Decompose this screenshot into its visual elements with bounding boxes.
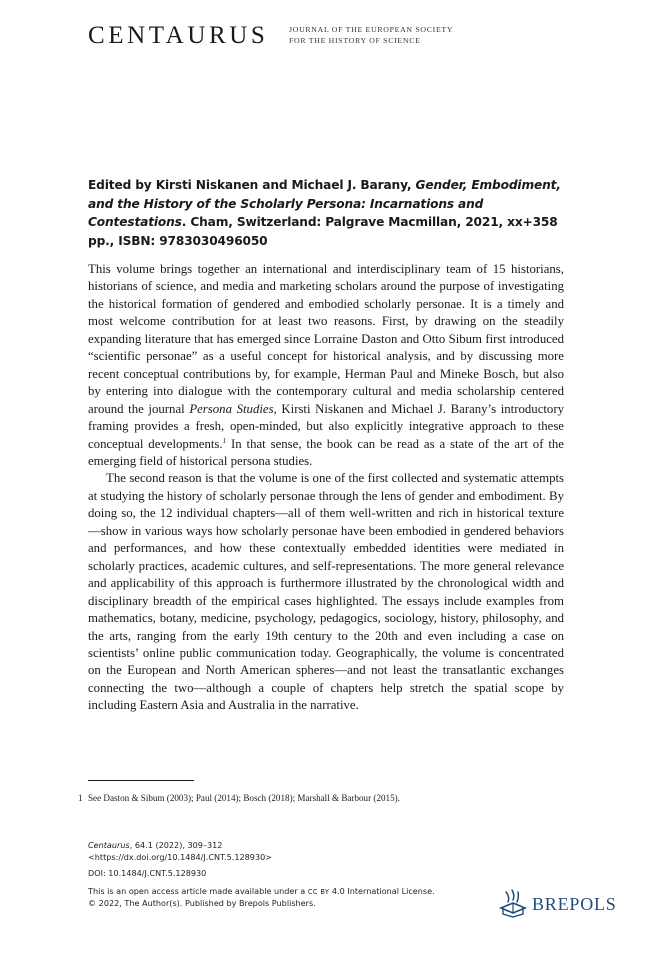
brepols-emblem-icon: [498, 888, 528, 918]
license-line: [88, 886, 508, 899]
paragraph-1: [88, 261, 564, 470]
footnote: [78, 793, 568, 803]
review-body: [88, 261, 564, 715]
journal-subtitle-line2: FOR THE HISTORY OF SCIENCE: [289, 35, 421, 45]
license-prefix: This is an open access article made available under a: [88, 885, 308, 896]
meta-journal: Centaurus: [88, 840, 130, 850]
footnote-ref[interactable]: 1: [222, 436, 227, 445]
paragraph-2: The second reason is that the volume is one of the first collected and systematic attempts at studying the history of scholarly personae through the lens of gender and embodiment. By doing so, the 12 individual chapters—all of them well-written and rich in historical texture—show in various ways how scholarly personae have been embodied in gendered behaviors and performances, and how these contextually embedded identities were mediated in scholarly practices, academic cultures, and self-representations. The more general relevance and applicability of this approach is furthermore illustrated by the chronological width and disciplinary breadth of the empirical cases highlighted. The essays include examples from mathematics, botany, medicine, psychology, pedagogics, sociology, history, philosophy, and the arts, ranging from the early 19th century to the 20th and even including a case on scientists’ online public communication today. Geographically, the volume is concentrated on the European and North American spheres—and not least the transatlantic exchanges connecting the two—although a couple of chapters help stretch the spatial scope by including Eastern Asia and Australia in the narrative.: [88, 471, 564, 713]
review-book-title: Gender, Embodiment, and the History of the Scholarly Persona: Incarnations and Contestations: [88, 178, 561, 229]
license-cc[interactable]: CC BY: [307, 887, 330, 896]
review-editors: Edited by Kirsti Niskanen and Michael J. Barany,: [88, 178, 416, 192]
footnote-divider: [88, 780, 194, 781]
review-heading: [88, 176, 568, 250]
journal-reference: Persona Studies: [189, 401, 274, 416]
doi-url[interactable]: <https://dx.doi.org/10.1484/J.CNT.5.128930>: [88, 851, 273, 862]
publisher-name: BREPOLS: [532, 894, 617, 914]
footnote-number: 1: [78, 793, 83, 803]
copyright-line: © 2022, The Author(s). Published by Brepols Publishers.: [88, 898, 316, 909]
doi-line: DOI: 10.1484/J.CNT.5.128930: [88, 868, 207, 879]
meta-citation: , 64.1 (2022), 309–312: [129, 840, 223, 850]
journal-name: CENTAURUS: [88, 22, 269, 49]
paragraph-1-part-c: In that sense, the book can be read as a state of the art of the emerging field of historical persona studies.: [88, 436, 564, 468]
journal-subtitle: [289, 25, 519, 46]
footnote-text: See Daston & Sibum (2003); Paul (2014); Bosch (2018); Marshall & Barbour (2015).: [88, 793, 400, 803]
paragraph-1-part-b: , Kirsti Niskanen and Michael J. Barany’s introductory framing provides a fresh, open-minded, but also explicitly integrative approach to these conceptual developments.: [88, 401, 564, 451]
citation-line: [88, 840, 508, 852]
review-publication-info: . Cham, Switzerland: Palgrave Macmillan, 2021, xx+358 pp., ISBN: 9783030496050: [88, 215, 558, 248]
journal-subtitle-line1: JOURNAL OF THE EUROPEAN SOCIETY: [289, 25, 454, 34]
article-meta: [88, 840, 508, 910]
license-suffix: 4.0 International License.: [329, 885, 435, 896]
paragraph-1-part-a: This volume brings together an international and interdisciplinary team of 15 historians, historians of science, and media and marketing scholars around the purpose of investigating the historical formation of gendered and embodied scholarly personae. It is a timely and most welcome contribution for at least two reasons. First, by drawing on the steadily expanding literature that has emerged since Lorraine Daston and Otto Sibum first introduced “scientific personae” as a useful concept for historical analysis, and by discussing more recent conceptual contributions by, for example, Herman Paul and Mineke Bosch, but also by entering into dialogue with the contemporary cultural and media scholarship centered around the journal: [88, 262, 564, 416]
